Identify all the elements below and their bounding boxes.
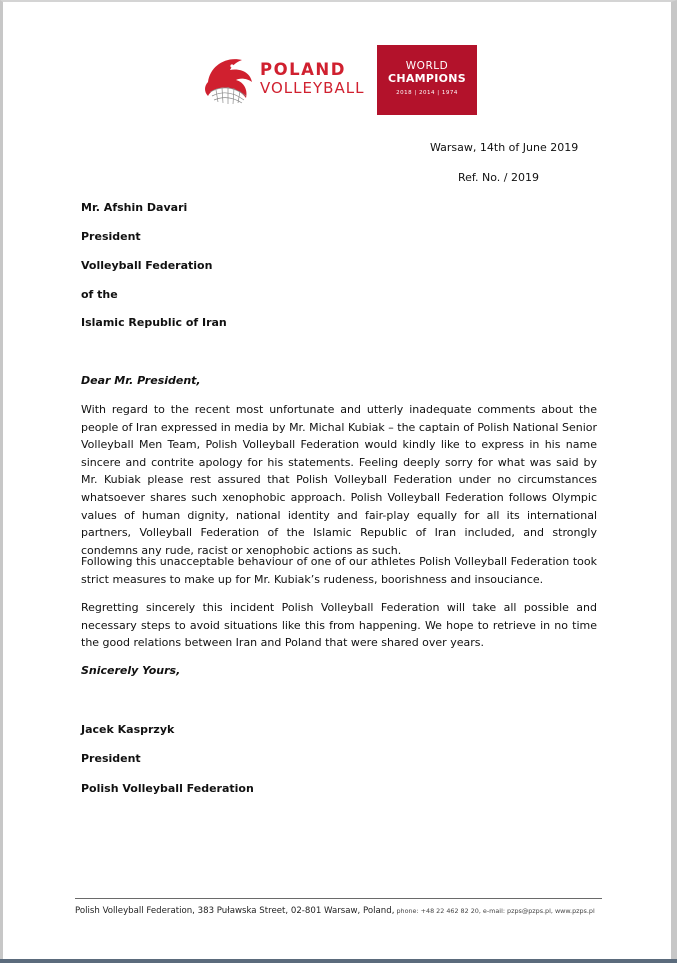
recipient-title: President [81,230,141,243]
logo-line-poland: POLAND [260,60,346,79]
reference-number: Ref. No. / 2019 [458,171,539,184]
world-champions-badge [377,45,477,115]
recipient-org-line3: Islamic Republic of Iran [81,316,227,329]
signatory-org: Polish Volleyball Federation [81,782,254,795]
footer-address: 383 Puławska Street, 02-801 Warsaw, Poland, [194,906,395,916]
signatory-name: Jacek Kasprzyk [81,723,175,736]
body-paragraph-2: Following this unacceptable behaviour of one of our athletes Polish Volleyball Federation took strict measures to make up for Mr. Kubiak’s rudeness, boorishness and insouciance. [81,555,597,586]
recipient-org-line1: Volleyball Federation [81,259,213,272]
badge-years: 2018 | 2014 | 1974 [396,90,458,96]
footer [75,906,595,916]
recipient-name: Mr. Afshin Davari [81,201,188,214]
footer-org: Polish Volleyball Federation, [75,906,195,916]
logo-line-volleyball: VOLLEYBALL [260,79,365,97]
closing: Snicerely Yours, [81,664,181,677]
badge-line-world: WORLD [405,60,449,72]
badge-line-champions: CHAMPIONS [387,72,467,85]
footer-contact: phone: +48 22 462 82 20, e-mail: pzps@pzps.pl, www.pzps.pl [394,907,595,915]
poland-volleyball-logo [200,52,365,108]
signatory-title: President [81,752,141,765]
body-paragraph-1: With regard to the recent most unfortunate and utterly inadequate comments about the people of Iran expressed in media by Mr. Michal Kubiak – the captain of Polish National Senior Volleyball Men Team, Polish Volleyball Federation would kindly like to express in his name sincere and contrite apology for his statements. Feeling deeply sorry for what was said by Mr. Kubiak please rest assured that Polish Volleyball Federation under no circumstances whatsoever shares such xenophobic approach. Polish Volleyball Federation follows Olympic values of human dignity, national identity and fair-play equally for all its international partners, Volleyball Federation of the Islamic Republic of Iran included, and strongly condemns any rude, racist or xenophobic actions as such. [81,403,597,557]
body-paragraph-3: Regretting sincerely this incident Polish Volleyball Federation will take all possible and necessary steps to avoid situations like this from happening. We hope to retrieve in no time the good relations between Iran and Poland that were shared over years. [81,601,597,650]
recipient-org-line2: of the [81,288,118,301]
eagle-volleyball-icon [200,52,258,108]
window-bottom-bar [0,959,677,963]
footer-divider [75,898,602,899]
salutation: Dear Mr. President, [81,374,201,387]
date-line: Warsaw, 14th of June 2019 [430,141,579,154]
logo-wordmark [260,60,364,97]
